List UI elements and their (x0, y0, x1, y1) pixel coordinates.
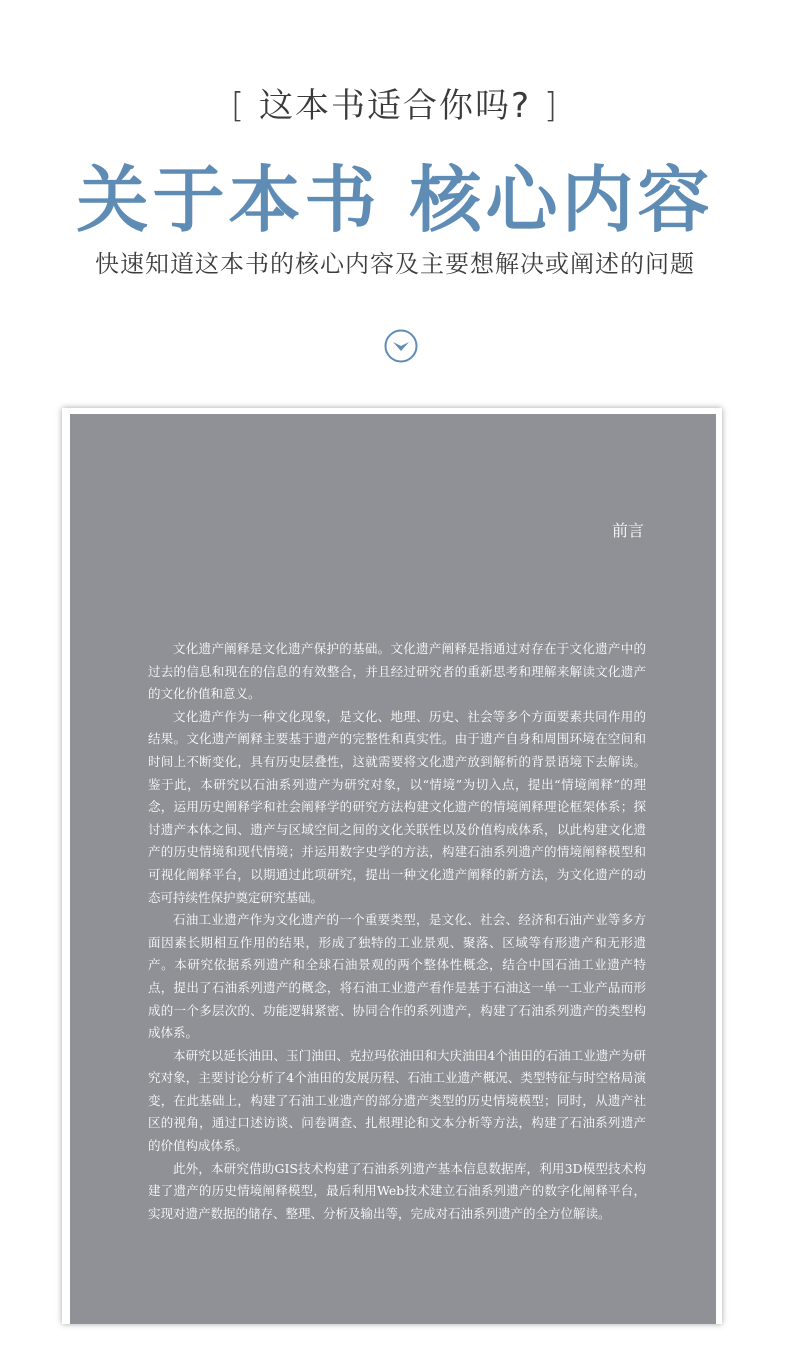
chevron-down-circle-icon (384, 329, 418, 363)
main-title: 关于本书 核心内容 (76, 157, 714, 242)
paragraph: 石油工业遗产作为文化遗产的一个重要类型，是文化、社会、经济和石油产业等多方面因素长期相互作用的结果，形成了独特的工业景观、聚落、区域等有形遗产和无形遗产。本研究依据系列遗产和全球石油景观的两个整体性概念，结合中国石油工业遗产特点，提出了石油系列遗产的概念，将石油工业遗产看作是基于石油这一单一工业产品而形成的一个多层次的、功能逻辑紧密、协同合作的系列遗产，构建了石油系列遗产的类型构成体系。 (148, 912, 646, 1041)
paragraph: 本研究以延长油田、玉门油田、克拉玛依油田和大庆油田4个油田的石油工业遗产为研究对象，主要讨论分析了4个油田的发展历程、石油工业遗产概况、类型特征与时空格局演变，在此基础上，构建了石油工业遗产的部分遗产类型的历史情境模型；同时，从遗产社区的视角，通过口述访谈、问卷调查、扎根理论和文本分析等方法，构建了石油系列遗产的价值构成体系。 (148, 1047, 646, 1154)
paragraph: 文化遗产阐释是文化遗产保护的基础。文化遗产阐释是指通过对存在于文化遗产中的过去的信息和现在的信息的有效整合，并且经过研究者的重新思考和理解来解读文化遗产的文化价值和意义。 (148, 641, 646, 702)
book-page-frame (62, 408, 722, 1324)
bracket-close: ] (543, 86, 560, 126)
header-tag-text: 这本书适合你吗? (258, 86, 532, 126)
subtitle: 快速知道这本书的核心内容及主要想解决或阐述的问题 (95, 250, 695, 278)
book-page (70, 414, 716, 1324)
paragraph: 此外，本研究借助GIS技术构建了石油系列遗产基本信息数据库，利用3D模型技术构建了遗产的历史情境阐释模型，最后利用Web技术建立石油系列遗产的数字化阐释平台，实现对遗产数据的储存、整理、分析及输出等，完成对石油系列遗产的全方位解读。 (148, 1160, 646, 1221)
bracket-open: [ (230, 86, 247, 126)
preface-body (148, 638, 646, 1225)
preface-heading: 前言 (611, 521, 644, 540)
paragraph: 文化遗产作为一种文化现象，是文化、地理、历史、社会等多个方面要素共同作用的结果。文化遗产阐释主要基于遗产的完整性和真实性。由于遗产自身和周围环境在空间和时间上不断变化，具有历史层叠性，这就需要将文化遗产放到解析的背景语境下去解读。鉴于此，本研究以石油系列遗产为研究对象，以“情境”为切入点，提出“情境阐释”的理念，运用历史阐释学和社会阐释学的研究方法构建文化遗产的情境阐释理论框架体系；探讨遗产本体之间、遗产与区域空间之间的文化关联性以及价值构成体系，以此构建文化遗产的历史情境和现代情境；并运用数字史学的方法，构建石油系列遗产的情境阐释模型和可视化阐释平台，以期通过此项研究，提出一种文化遗产阐释的新方法，为文化遗产的动态可持续性保护奠定研究基础。 (148, 708, 646, 905)
header-tag (0, 78, 790, 127)
